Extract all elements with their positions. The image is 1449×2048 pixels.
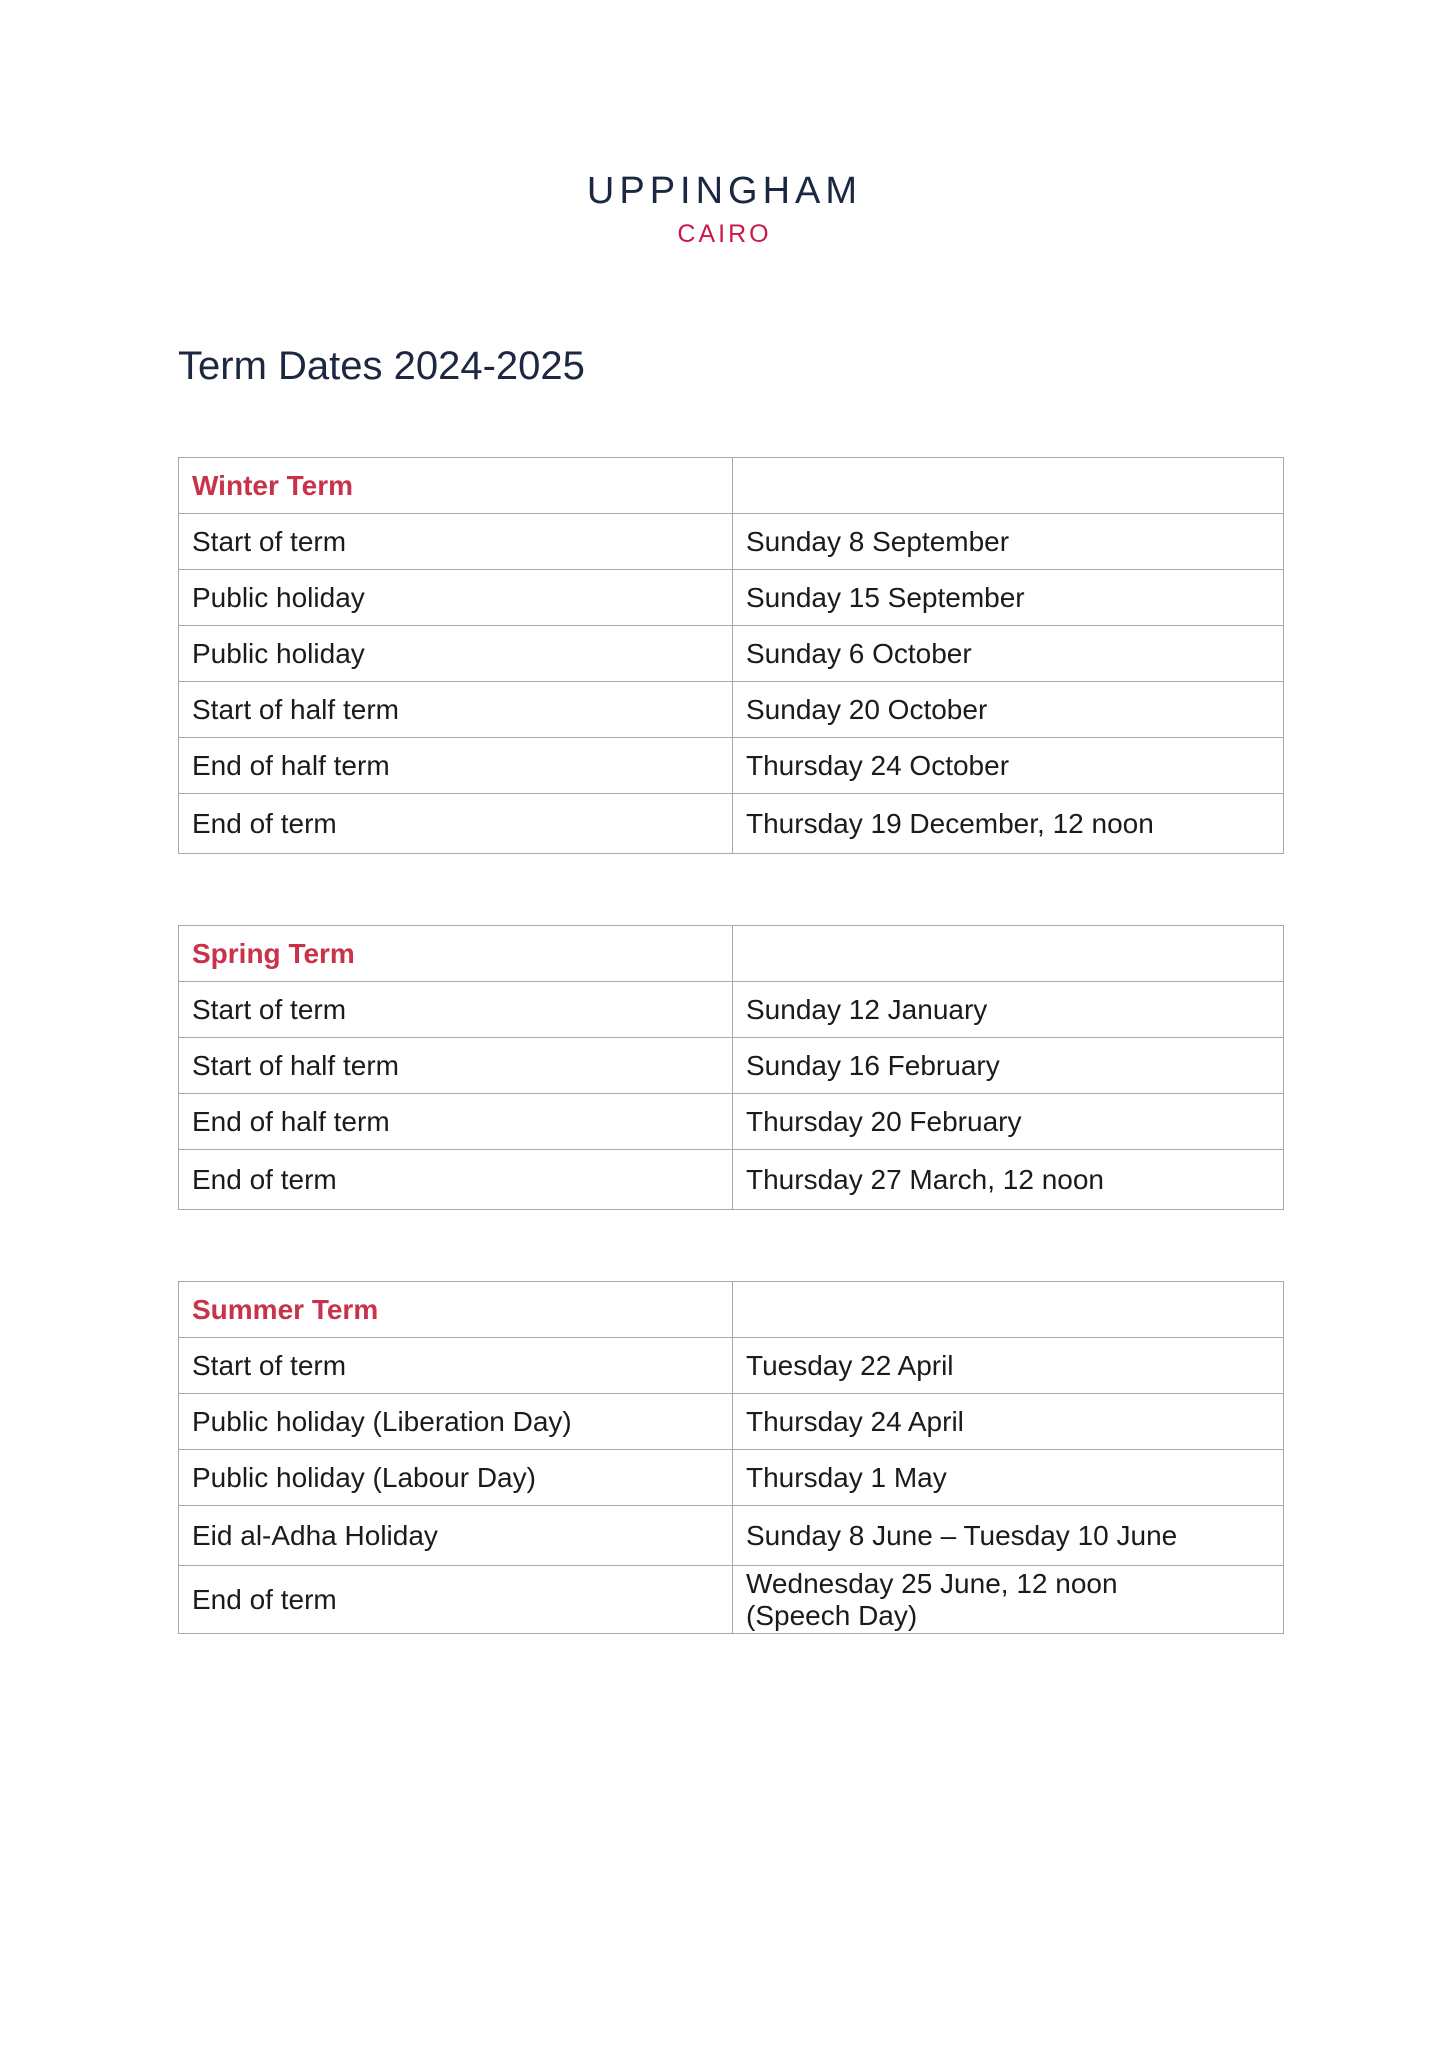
term-heading: Winter Term [179, 458, 733, 514]
table-header-row [179, 926, 1284, 982]
event-label: Start of half term [179, 682, 733, 738]
table-row [179, 1450, 1284, 1506]
event-label: Start of half term [179, 1038, 733, 1094]
table-row [179, 1566, 1284, 1634]
event-label: Public holiday [179, 626, 733, 682]
table-header-row [179, 458, 1284, 514]
table-row [179, 1506, 1284, 1566]
table-row [179, 794, 1284, 854]
event-label: End of term [179, 794, 733, 854]
event-date: Thursday 19 December, 12 noon [733, 794, 1284, 854]
term-heading: Summer Term [179, 1282, 733, 1338]
event-label: Public holiday [179, 570, 733, 626]
event-date: Sunday 16 February [733, 1038, 1284, 1094]
table-header-row [179, 1282, 1284, 1338]
table-row [179, 514, 1284, 570]
event-date: Sunday 12 January [733, 982, 1284, 1038]
empty-cell [733, 458, 1284, 514]
summer-term-table [178, 1281, 1284, 1634]
event-date: Thursday 20 February [733, 1094, 1284, 1150]
table-row [179, 982, 1284, 1038]
spring-term-table [178, 925, 1284, 1210]
event-date: Thursday 24 October [733, 738, 1284, 794]
event-label: End of half term [179, 738, 733, 794]
table-row [179, 1394, 1284, 1450]
table-row [179, 1038, 1284, 1094]
table-row [179, 626, 1284, 682]
school-logo [0, 168, 1449, 250]
event-label: Start of term [179, 1338, 733, 1394]
event-label: End of term [179, 1566, 733, 1634]
empty-cell [733, 1282, 1284, 1338]
table-row [179, 570, 1284, 626]
logo-location: CAIRO [677, 220, 772, 248]
event-date: Thursday 27 March, 12 noon [733, 1150, 1284, 1210]
event-date: Sunday 8 June – Tuesday 10 June [733, 1506, 1284, 1566]
event-date: Tuesday 22 April [733, 1338, 1284, 1394]
event-label: Eid al-Adha Holiday [179, 1506, 733, 1566]
event-label: End of half term [179, 1094, 733, 1150]
table-row [179, 1338, 1284, 1394]
event-date: Thursday 24 April [733, 1394, 1284, 1450]
event-label: Start of term [179, 982, 733, 1038]
event-date: Sunday 20 October [733, 682, 1284, 738]
event-date: Sunday 15 September [733, 570, 1284, 626]
winter-term-table [178, 457, 1284, 854]
event-label: Public holiday (Labour Day) [179, 1450, 733, 1506]
event-date-line2: (Speech Day) [746, 1599, 918, 1631]
event-label: End of term [179, 1150, 733, 1210]
table-row [179, 682, 1284, 738]
event-date-line1: Wednesday 25 June, 12 noon [746, 1567, 1118, 1599]
page-title: Term Dates 2024-2025 [178, 344, 585, 388]
event-date: Sunday 6 October [733, 626, 1284, 682]
event-date: Sunday 8 September [733, 514, 1284, 570]
logo-wordmark: UPPINGHAM [586, 170, 863, 212]
empty-cell [733, 926, 1284, 982]
term-heading: Spring Term [179, 926, 733, 982]
event-date [733, 1566, 1284, 1634]
event-label: Public holiday (Liberation Day) [179, 1394, 733, 1450]
event-label: Start of term [179, 514, 733, 570]
event-date: Thursday 1 May [733, 1450, 1284, 1506]
table-row [179, 1094, 1284, 1150]
table-row [179, 738, 1284, 794]
table-row [179, 1150, 1284, 1210]
